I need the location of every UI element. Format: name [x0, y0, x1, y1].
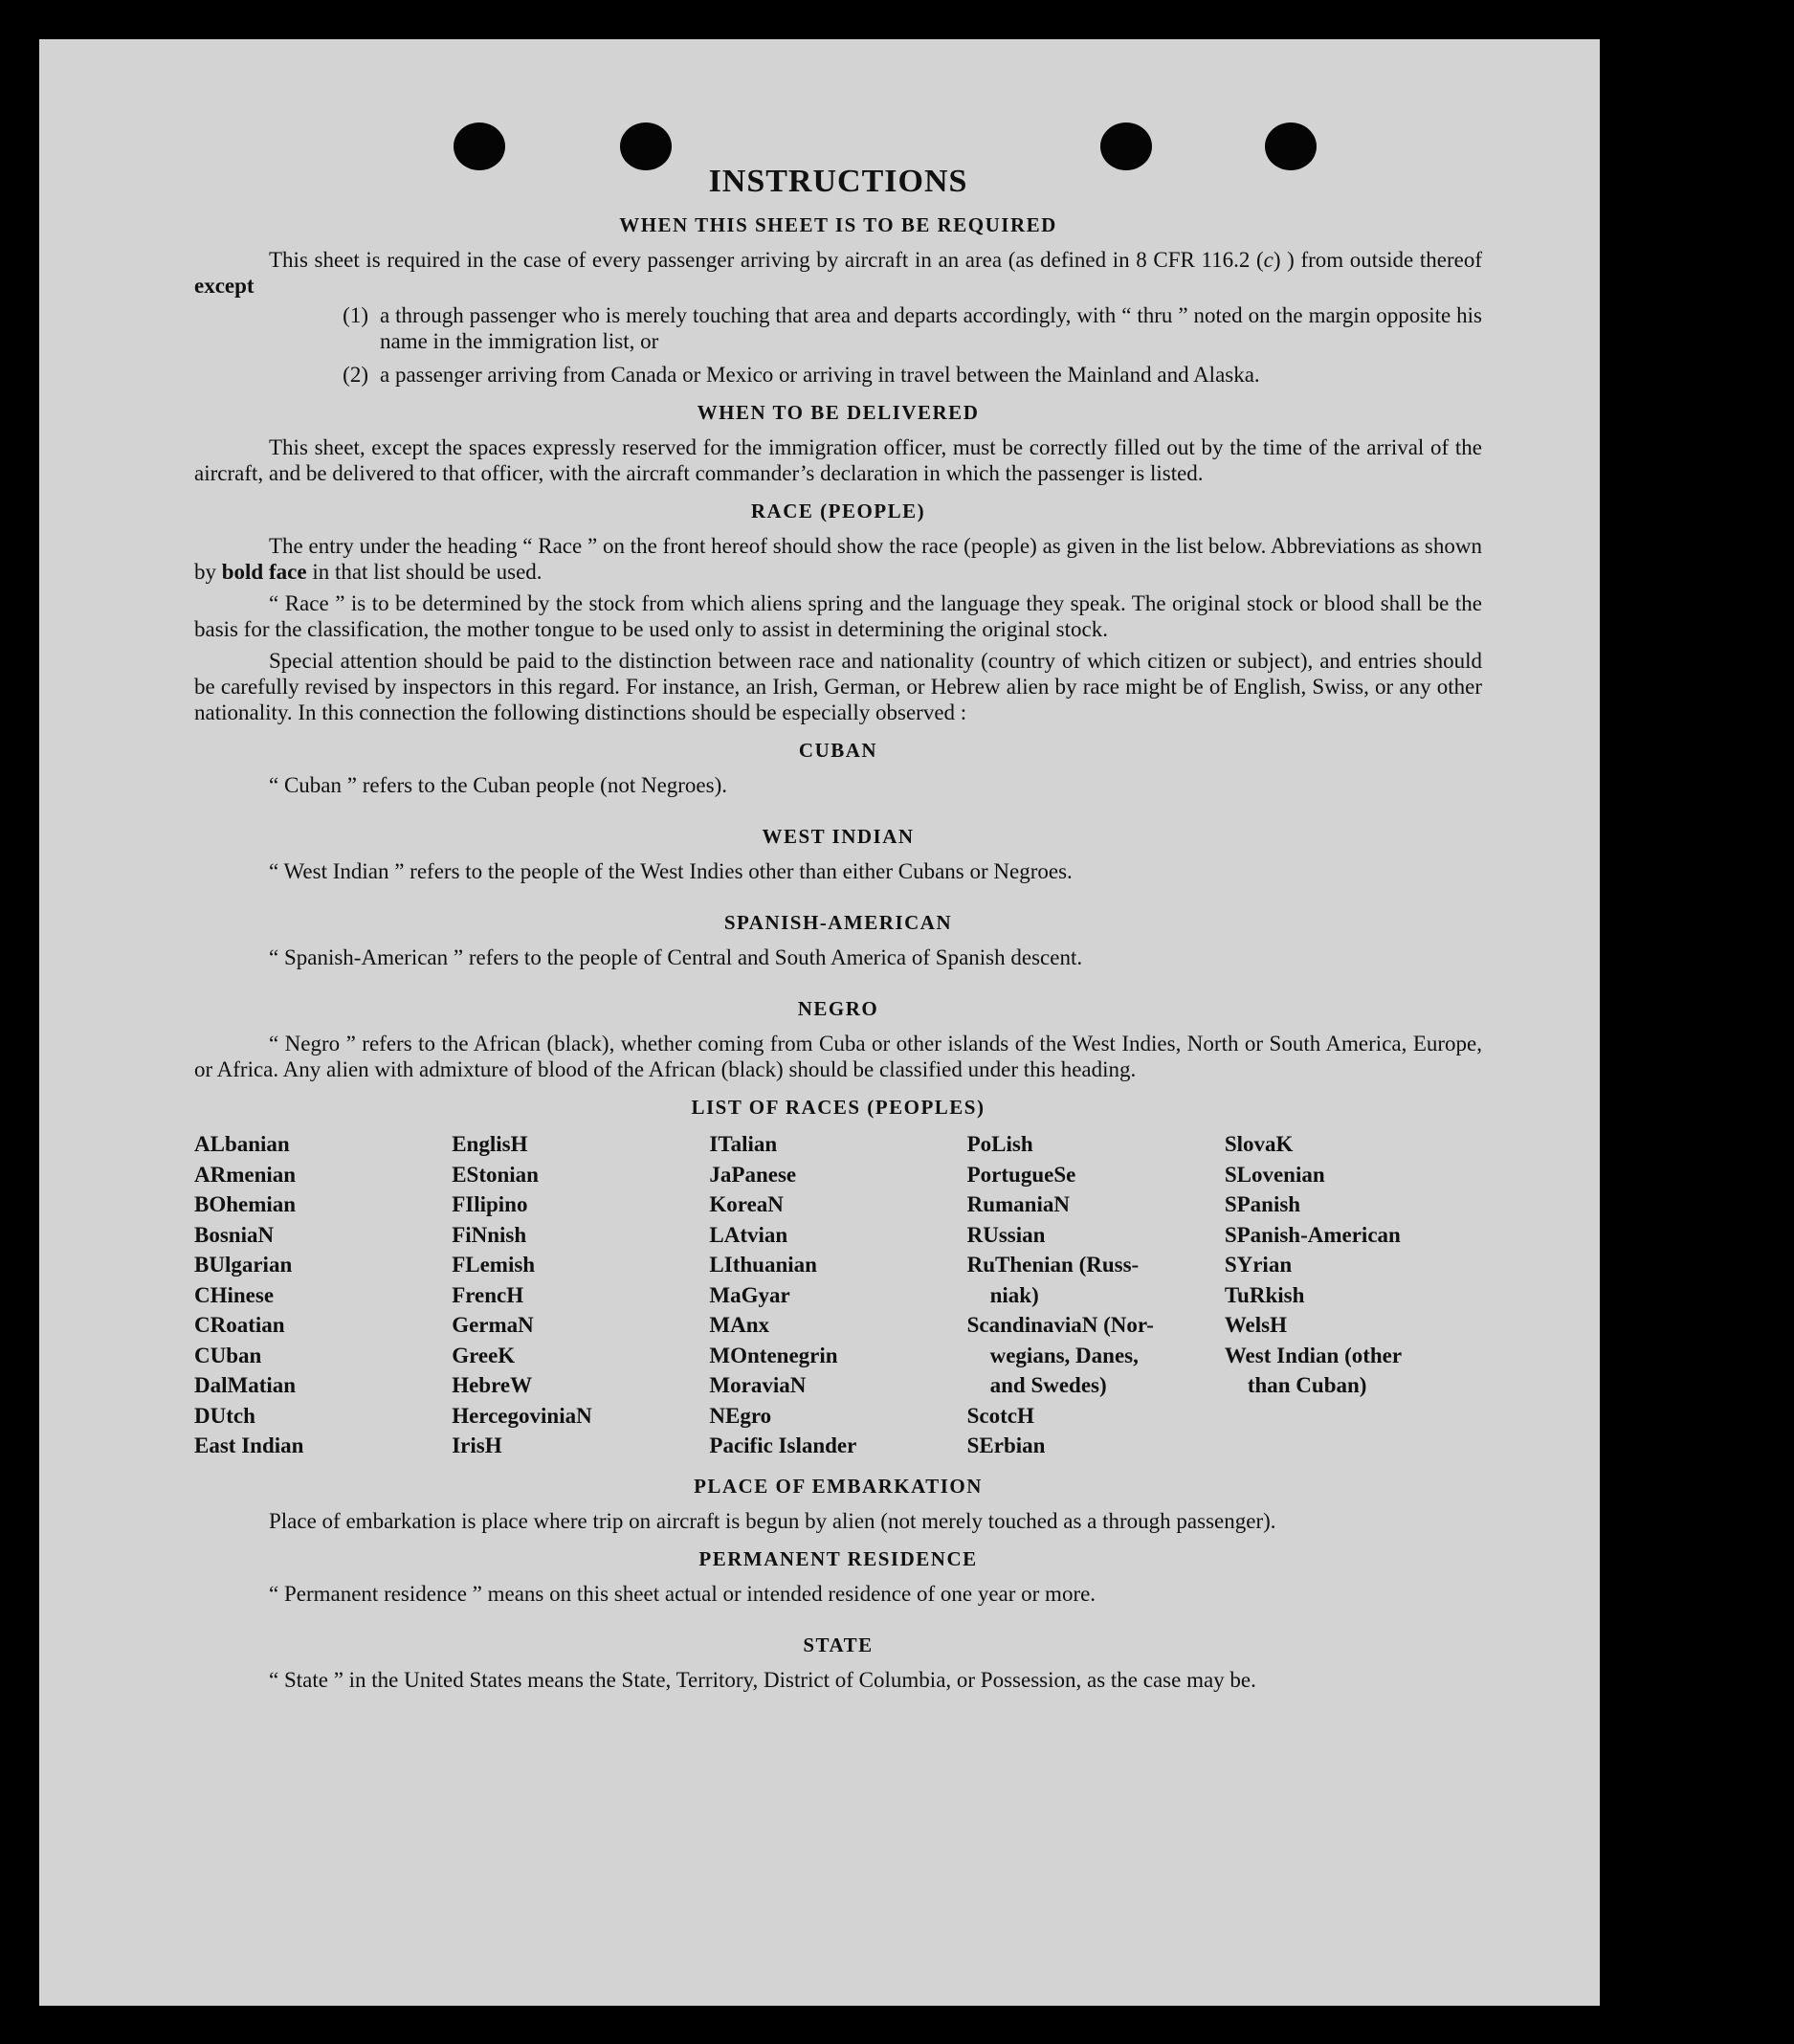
heading-permanent-residence: PERMANENT RESIDENCE	[698, 1546, 978, 1570]
race-entry: DalMatian	[194, 1373, 297, 1397]
race-entry: SlovaK	[1224, 1132, 1294, 1156]
race-entry: KoreaN	[709, 1192, 784, 1216]
race-entry: SErbian	[966, 1433, 1046, 1457]
race-entry: GreeK	[452, 1343, 516, 1367]
race-entry: IrisH	[452, 1433, 502, 1457]
race-entry: ScandinaviaN (Nor-	[966, 1313, 1154, 1337]
race-entry: LAtvian	[709, 1222, 788, 1247]
race-entry: SPanish-American	[1224, 1222, 1401, 1247]
race-paragraph-3: Special attention should be paid to the distinction between race and nationality (country of which citizen or subject), and entries should be carefully revised by inspectors in this regard. For instance, an Irish, German, or Hebrew alien by race might be of English, Swiss, or any other nationality. In this connection the following distinctions should be especially observed :	[194, 649, 1482, 724]
race-entry: HebreW	[452, 1373, 533, 1397]
races-column	[709, 1129, 966, 1461]
residence-paragraph: “ Permanent residence ” means on this sheet actual or intended residence of one year or more.	[269, 1581, 1096, 1606]
race-entry: DUtch	[194, 1403, 255, 1428]
race-entry: NEgro	[709, 1403, 772, 1428]
heading-west-indian: WEST INDIAN	[762, 825, 915, 848]
race-entry: than Cuban)	[1247, 1373, 1367, 1397]
embarkation-paragraph: Place of embarkation is place where trip on aircraft is begun by alien (not merely touched as a through passenger).	[269, 1508, 1276, 1533]
state-paragraph: “ State ” in the United States means the State, Territory, District of Columbia, or Possession, as the case may be.	[269, 1667, 1256, 1692]
race-entry: PoLish	[966, 1132, 1033, 1156]
race-paragraph-2: “ Race ” is to be determined by the stock from which aliens spring and the language they speak. The original stock or blood shall be the basis for the classification, the mother tongue to be used only to assist in determining the original stock.	[194, 591, 1482, 641]
race-entry: BOhemian	[194, 1192, 297, 1216]
races-column	[194, 1129, 452, 1461]
races-table	[194, 1129, 1482, 1461]
race-entry: wegians, Danes,	[989, 1343, 1139, 1367]
race-entry: PortugueSe	[966, 1162, 1076, 1187]
heading-spanish-american: SPANISH-AMERICAN	[723, 911, 953, 934]
races-column	[967, 1129, 1225, 1461]
race-entry: and Swedes)	[989, 1373, 1107, 1397]
race-entry: GermaN	[452, 1313, 534, 1337]
race-entry: Pacific Islander	[709, 1433, 857, 1457]
race-entry: RumaniaN	[966, 1192, 1070, 1216]
race-entry: LIthuanian	[709, 1253, 817, 1277]
race-entry: West Indian (other	[1224, 1343, 1403, 1367]
race-entry: MoraviaN	[709, 1373, 807, 1397]
heading-list-of-races: LIST OF RACES (PEOPLES)	[691, 1096, 986, 1119]
race-entry: ALbanian	[194, 1132, 290, 1156]
race-entry: CUban	[194, 1343, 262, 1367]
instructions-content	[194, 164, 1482, 1693]
race-entry: ARmenian	[194, 1162, 297, 1187]
heading-negro: NEGRO	[797, 997, 879, 1020]
race-entry: MOntenegrin	[709, 1343, 838, 1367]
list-item: (2) a passenger arriving from Canada or Mexico or arriving in travel between the Mainland and Alaska.	[343, 363, 1260, 387]
race-entry: MAnx	[709, 1313, 770, 1337]
race-paragraph-1: The entry under the heading “ Race ” on the front hereof should show the race (people) as given in the list below. Abbreviations as shown by bold face in that list should be used.	[194, 534, 1482, 584]
negro-paragraph: “ Negro ” refers to the African (black), whether coming from Cuba or other islands of the West Indies, North or South America, Europe, or Africa. Any alien with admixture of blood of the African (black) should be classified under this heading.	[194, 1032, 1482, 1081]
heading-state: STATE	[803, 1633, 874, 1656]
races-column	[452, 1129, 709, 1461]
race-entry: CHinese	[194, 1282, 275, 1307]
race-entry: SYrian	[1224, 1253, 1293, 1277]
race-entry: EStonian	[452, 1162, 539, 1187]
race-entry: WelsH	[1224, 1313, 1287, 1337]
delivered-paragraph: This sheet, except the spaces expressly reserved for the immigration officer, must be correctly filled out by the time of the arrival of the aircraft, and be delivered to that officer, with the aircraft commander’s declaration in which the passenger is listed.	[194, 435, 1482, 485]
race-entry: CRoatian	[194, 1313, 285, 1337]
race-entry: FrencH	[452, 1282, 524, 1307]
race-entry: SLovenian	[1224, 1162, 1325, 1187]
page-title: INSTRUCTIONS	[708, 164, 968, 199]
document-sheet	[39, 39, 1600, 2006]
race-entry: HercegoviniaN	[452, 1403, 592, 1428]
heading-when-delivered: WHEN TO BE DELIVERED	[697, 401, 980, 424]
race-entry: FIlipino	[452, 1192, 528, 1216]
race-entry: ITalian	[709, 1132, 778, 1156]
race-entry: JaPanese	[709, 1162, 797, 1187]
heading-cuban: CUBAN	[798, 739, 878, 762]
race-entry: FLemish	[452, 1253, 536, 1277]
race-entry: SPanish	[1224, 1192, 1301, 1216]
race-entry: East Indian	[194, 1433, 304, 1457]
race-entry: BUlgarian	[194, 1253, 293, 1277]
heading-race: RACE (PEOPLE)	[750, 500, 926, 522]
race-entry: FiNnish	[452, 1222, 527, 1247]
west-indian-paragraph: “ West Indian ” refers to the people of the West Indies other than either Cubans or Negroes.	[269, 859, 1073, 883]
race-entry: niak)	[989, 1282, 1039, 1307]
required-paragraph: This sheet is required in the case of every passenger arriving by aircraft in an area (as defined in 8 CFR 116.2 (c) ) from outside thereof except	[194, 248, 1482, 298]
heading-when-required: WHEN THIS SHEET IS TO BE REQUIRED	[619, 213, 1057, 236]
race-entry: ScotcH	[966, 1403, 1034, 1428]
race-entry: RUssian	[966, 1222, 1046, 1247]
races-column	[1225, 1129, 1482, 1461]
race-entry: MaGyar	[709, 1282, 790, 1307]
exception-list	[194, 302, 1482, 388]
list-item: (1) a through passenger who is merely touching that area and departs accordingly, with “ thru ” noted on the margin opposite his name in the immigration list, or	[343, 303, 1482, 353]
heading-place-of-embarkation: PLACE OF EMBARKATION	[694, 1474, 983, 1498]
race-entry: TuRkish	[1224, 1282, 1305, 1307]
race-entry: RuThenian (Russ-	[966, 1253, 1140, 1277]
spanish-american-paragraph: “ Spanish-American ” refers to the people of Central and South America of Spanish descent.	[269, 945, 1083, 969]
cuban-paragraph: “ Cuban ” refers to the Cuban people (not Negroes).	[269, 773, 728, 797]
race-entry: BosniaN	[194, 1222, 275, 1247]
race-entry: EnglisH	[452, 1132, 528, 1156]
